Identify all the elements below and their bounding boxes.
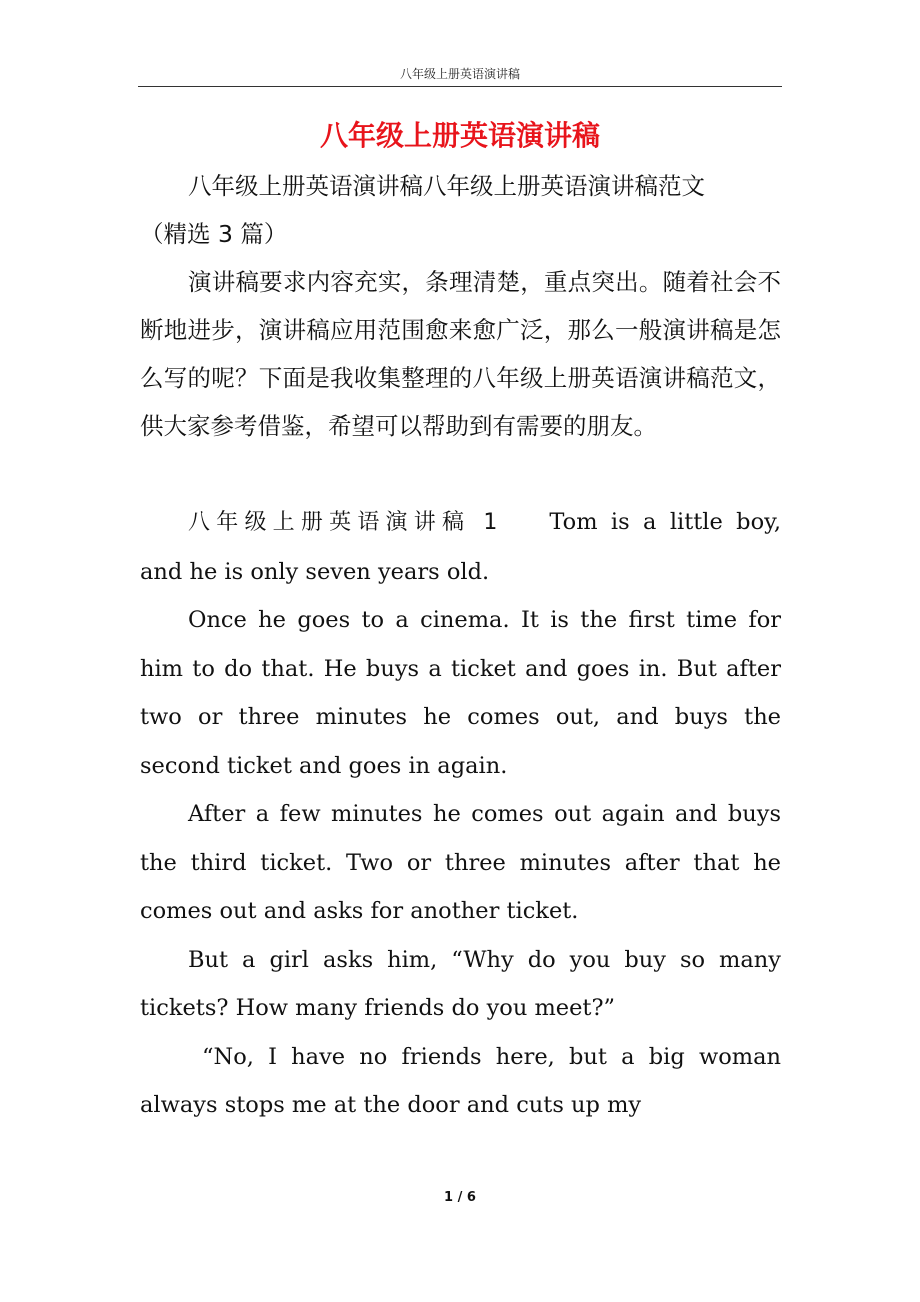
page-number: 1 / 6 — [444, 1190, 476, 1205]
document-body — [140, 162, 781, 1130]
intro-paragraph: 演讲稿要求内容充实，条理清楚，重点突出。随着社会不断地进步，演讲稿应用范围愈来愈广泛，那么一般演讲稿是怎么写的呢？下面是我收集整理的八年级上册英语演讲稿范文，供大家参考借鉴，希望可以帮助到有需要的朋友。 — [140, 268, 781, 440]
subtitle-line-1: 八年级上册英语演讲稿八年级上册英语演讲稿范文 — [188, 172, 705, 200]
header-rule — [138, 86, 782, 87]
speech-1-paragraph-5: “No, I have no friends here, but a big woman always stops me at the door and cuts up my — [140, 1043, 781, 1118]
subtitle-line-2: （精选 3 篇） — [140, 220, 288, 248]
speech-1-paragraph-3: After a few minutes he comes out again and buys the third ticket. Two or three minutes after that he comes out and asks for another ticket. — [140, 801, 781, 924]
speech-1-p1-rest: and he is only seven years old. — [140, 558, 490, 585]
speech-1-paragraph-1 — [140, 498, 781, 596]
speech-1-heading-line — [140, 498, 781, 548]
document-title: 八年级上册英语演讲稿 — [319, 119, 600, 152]
paragraph-spacer — [140, 450, 781, 498]
speech-1-paragraph-4: But a girl asks him, “Why do you buy so many tickets? How many friends do you meet?” — [140, 946, 781, 1021]
speech-1-heading: 八年级上册英语演讲稿 1 — [188, 510, 498, 535]
speech-1-paragraph-2: Once he goes to a cinema. It is the first time for him to do that. He buys a ticket and goes in. But after two or three minutes he comes out, and buys the second ticket and goes in again. — [140, 607, 781, 779]
running-header: 八年级上册英语演讲稿 — [399, 67, 520, 81]
speech-1-first-line: Tom is a little boy, — [549, 509, 781, 535]
